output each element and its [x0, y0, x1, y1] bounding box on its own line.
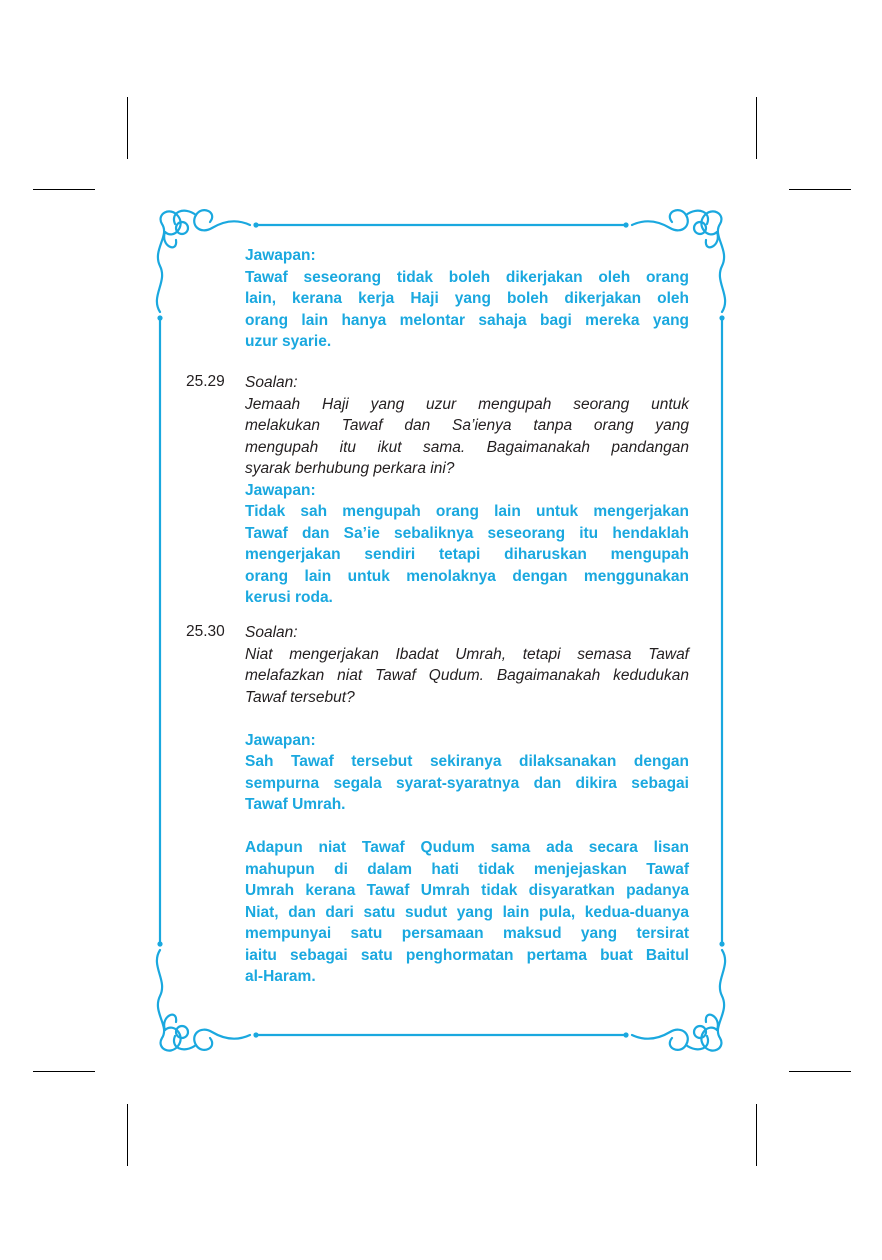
text-line: mengupah itu ikut sama. Bagaimanakah pandangan [245, 438, 689, 456]
text-line: Adapun niat Tawaf Qudum sama ada secara lisan [245, 839, 689, 856]
text-line: Umrah kerana Tawaf Umrah tidak disyaratkan padanya [245, 882, 689, 899]
text-line: orang lain untuk menolaknya dengan menggunakan [245, 567, 689, 585]
text-line: al-Haram. [245, 968, 316, 985]
text-line: sempurna segala syarat-syaratnya dan dikira sebagai [245, 774, 689, 792]
question-number: 25.29 [186, 373, 225, 390]
text-line: mengerjakan sendiri tetapi diharuskan mengupah [245, 546, 689, 563]
text-line: melakukan Tawaf dan Sa’ienya tanpa orang yang [245, 417, 689, 434]
text-line: Niat mengerjakan Ibadat Umrah, tetapi semasa Tawaf [245, 645, 689, 663]
question-25-29 [245, 372, 689, 609]
question-label: Soalan: [245, 624, 298, 641]
text-line: mempunyai satu persamaan maksud yang tersirat [245, 925, 689, 942]
answer-text [245, 501, 689, 609]
text-line: orang lain hanya melontar sahaja bagi mereka yang [245, 311, 689, 329]
text-line: Tawaf tersebut? [245, 688, 355, 706]
question-label: Soalan: [245, 374, 298, 391]
answer-text [245, 751, 689, 816]
text-line: lain, kerana kerja Haji yang boleh dikerjakan oleh [245, 290, 689, 307]
text-line: Sah Tawaf tersebut sekiranya dilaksanakan dengan [245, 753, 689, 770]
answer-label: Jawapan: [245, 731, 316, 749]
question-text [245, 394, 689, 480]
text-line: Jemaah Haji yang uzur mengupah seorang untuk [245, 395, 689, 413]
answer-label: Jawapan: [245, 481, 316, 499]
text-line: Tawaf seseorang tidak boleh dikerjakan oleh orang [245, 268, 689, 286]
question-text [245, 644, 689, 709]
text-line: Tawaf dan Sa’ie sebaliknya seseorang itu hendaklah [245, 524, 689, 542]
text-line: syarak berhubung perkara ini? [245, 460, 455, 477]
text-line: kerusi roda. [245, 589, 333, 606]
answer-block-previous [245, 245, 689, 353]
text-line: Tidak sah mengupah orang lain untuk mengerjakan [245, 503, 689, 520]
answer-text [245, 267, 689, 353]
answer-text-continued [245, 837, 689, 988]
text-line: melafazkan niat Tawaf Qudum. Bagaimanakah kedudukan [245, 667, 689, 684]
answer-label: Jawapan: [245, 247, 316, 264]
text-line: Tawaf Umrah. [245, 796, 346, 813]
text-line: mahupun di dalam hati tidak menjejaskan Tawaf [245, 860, 689, 878]
question-number: 25.30 [186, 623, 225, 640]
text-line: Niat, dan dari satu sudut yang lain pula, kedua-duanya [245, 903, 689, 921]
text-line: uzur syarie. [245, 333, 332, 350]
question-25-30 [245, 622, 689, 988]
text-line: iaitu sebagai satu penghormatan pertama buat Baitul [245, 946, 689, 964]
